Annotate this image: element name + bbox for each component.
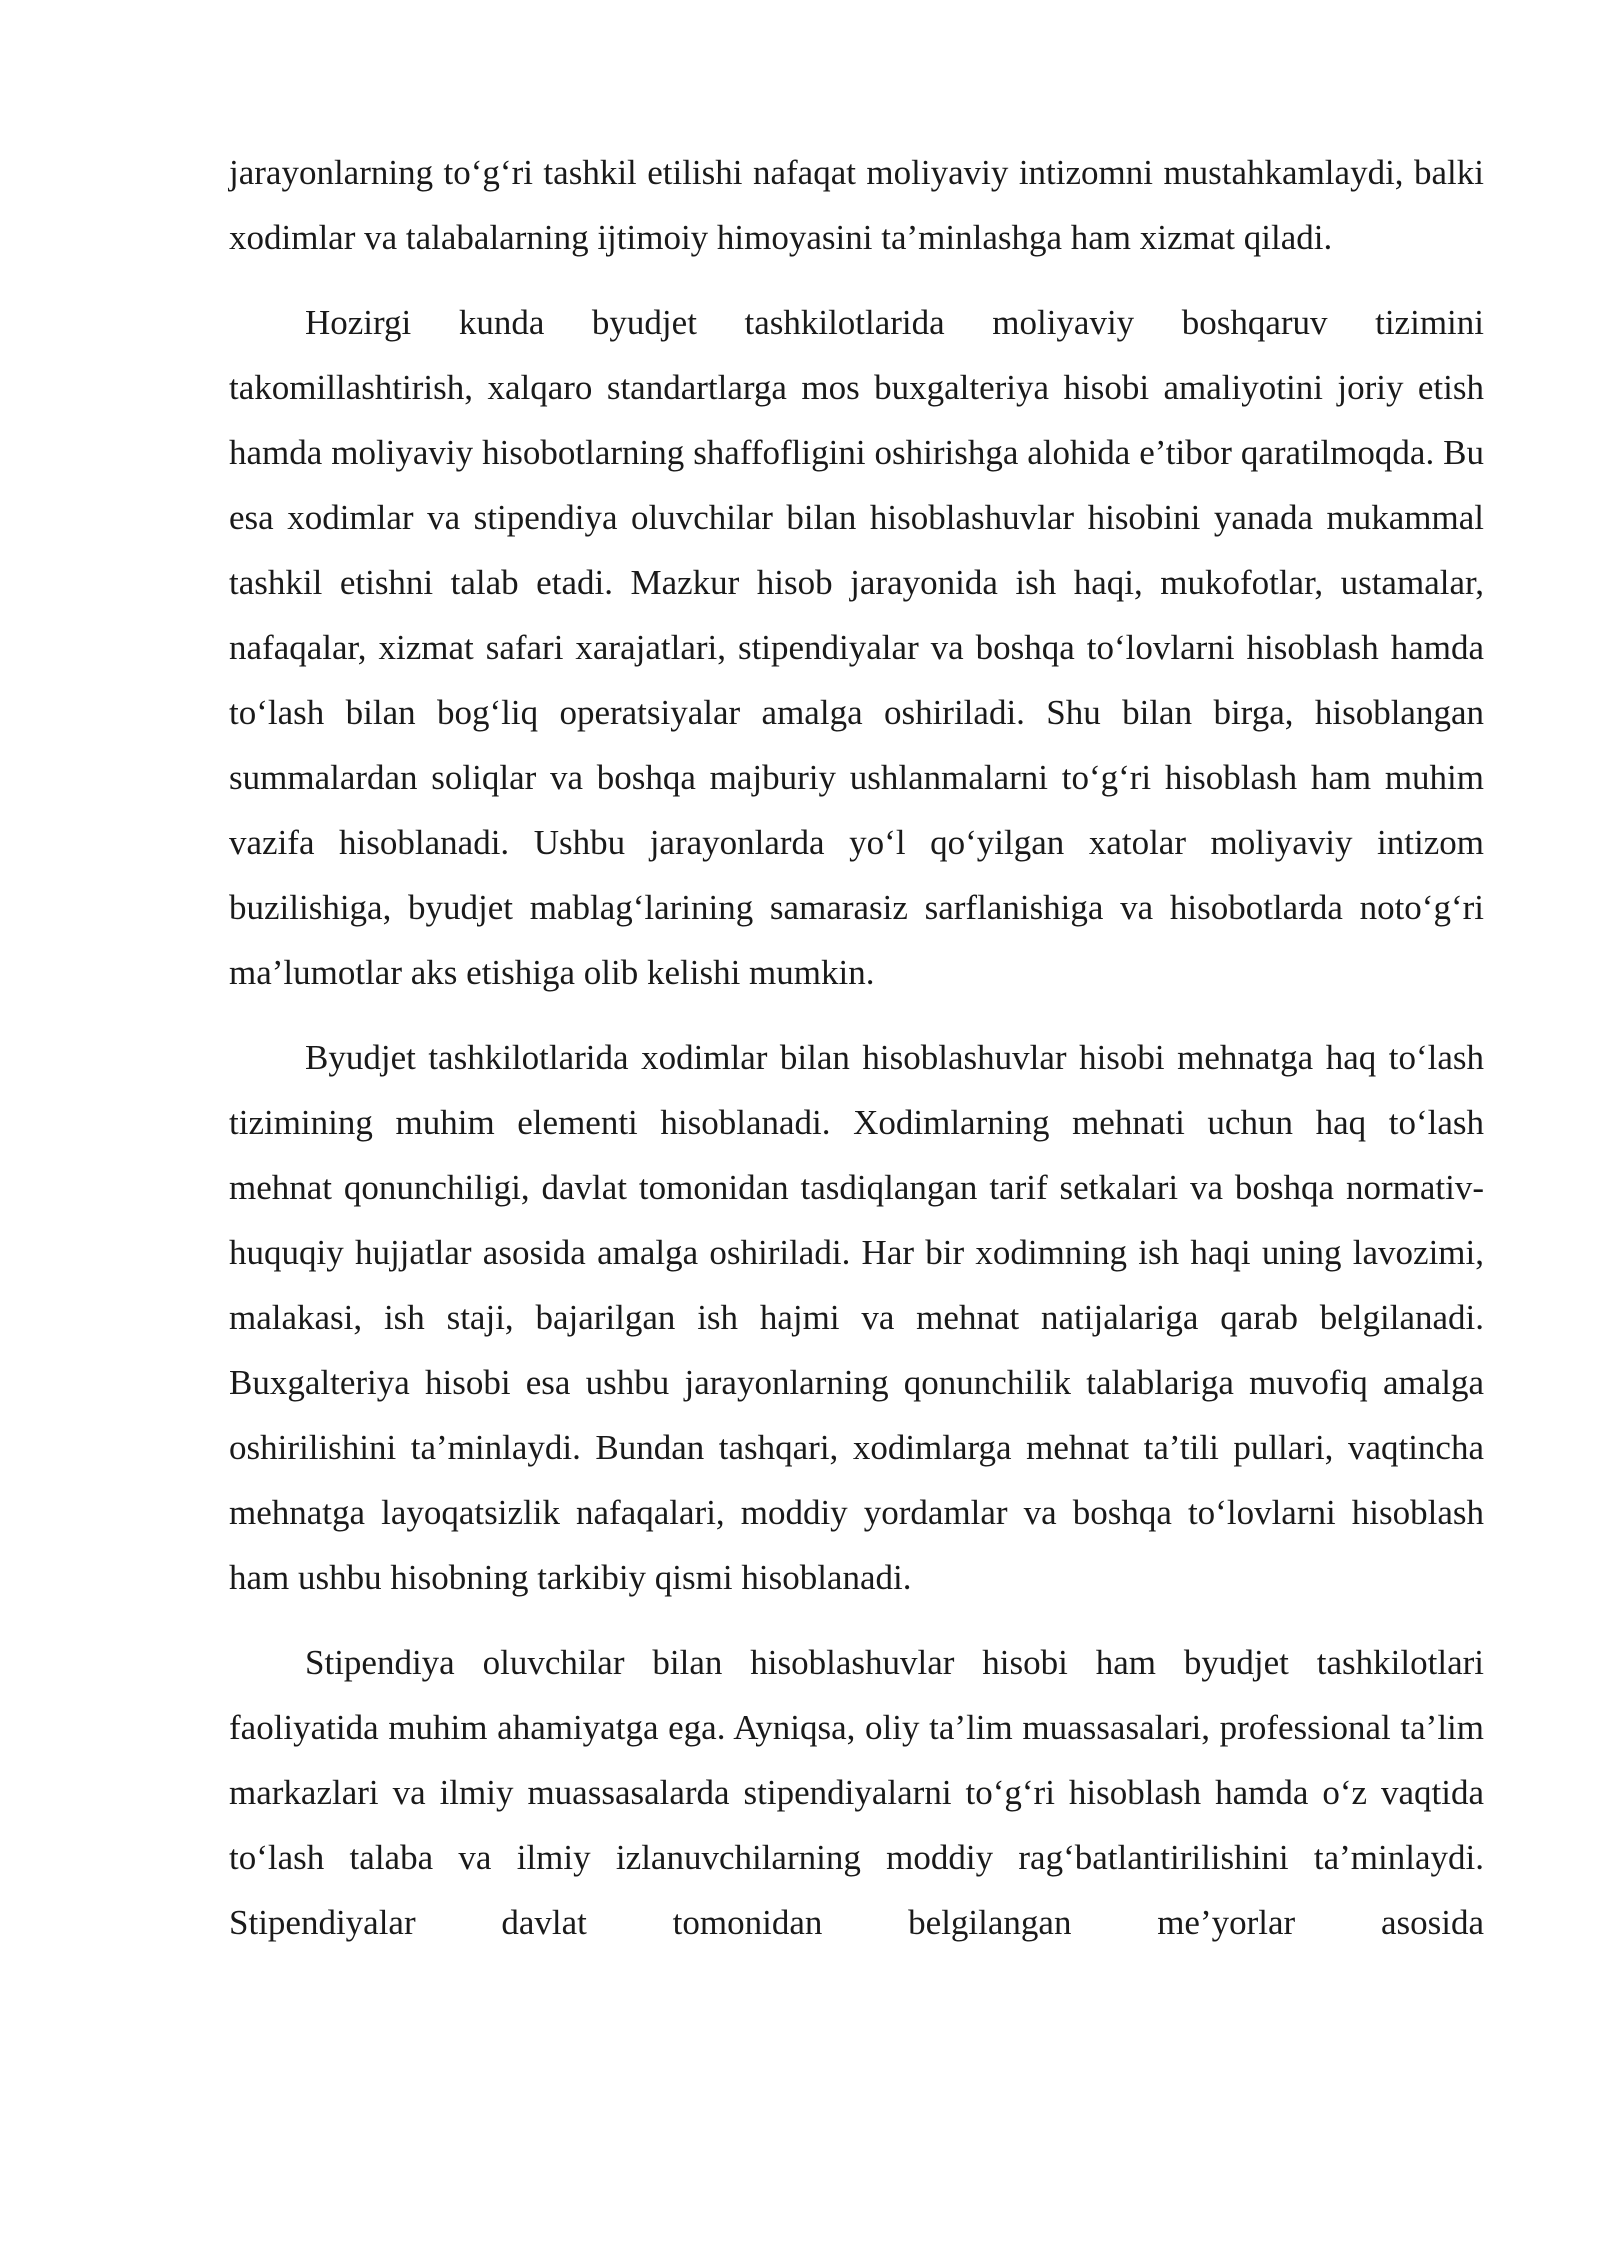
paragraph-truncated: Stipendiya oluvchilar bilan hisoblashuvlar hisobi ham byudjet tashkilotlari faoliyatida muhim ahamiyatga ega. Ayniqsa, oliy ta’lim muassasalari, professional ta’lim markazlari va ilmiy muassasalarda stipendiyalarni to‘g‘ri hisoblash hamda o‘z vaqtida to‘lash talaba va ilmiy izlanuvchilarning moddiy rag‘batlantirilishini ta’minlaydi. Stipendiyalar davlat tomonidan belgilangan me’yorlar asosida [229,1643,1484,1942]
paragraph-continued: jarayonlarning to‘g‘ri tashkil etilishi nafaqat moliyaviy intizomni mustahkamlaydi, balki xodimlar va talabalarning ijtimoiy himoyasini ta’minlashga ham xizmat qiladi. [229,153,1484,257]
paragraph: Byudjet tashkilotlarida xodimlar bilan hisoblashuvlar hisobi mehnatga haq to‘lash tizimining muhim elementi hisoblanadi. Xodimlarning mehnati uchun haq to‘lash mehnat qonunchiligi, davlat tomonidan tasdiqlangan tarif setkalari va boshqa normativ-huquqiy hujjatlar asosida amalga oshiriladi. Har bir xodimning ish haqi uning lavozimi, malakasi, ish staji, bajarilgan ish hajmi va mehnat natijalariga qarab belgilanadi. Buxgalteriya hisobi esa ushbu jarayonlarning qonunchilik talablariga muvofiq amalga oshirilishini ta’minlaydi. Bundan tashqari, xodimlarga mehnat ta’tili pullari, vaqtincha mehnatga layoqatsizlik nafaqalari, moddiy yordamlar va boshqa to‘lovlarni hisoblash ham ushbu hisobning tarkibiy qismi hisoblanadi. [229,1038,1484,1597]
paragraph: Hozirgi kunda byudjet tashkilotlarida moliyaviy boshqaruv tizimini takomillashtirish, xalqaro standartlarga mos buxgalteriya hisobi amaliyotini joriy etish hamda moliyaviy hisobotlarning shaffofligini oshirishga alohida e’tibor qaratilmoqda. Bu esa xodimlar va stipendiya oluvchilar bilan hisoblashuvlar hisobini yanada mukammal tashkil etishni talab etadi. Mazkur hisob jarayonida ish haqi, mukofotlar, ustamalar, nafaqalar, xizmat safari xarajatlari, stipendiyalar va boshqa to‘lovlarni hisoblash hamda to‘lash bilan bog‘liq operatsiyalar amalga oshiriladi. Shu bilan birga, hisoblangan summalardan soliqlar va boshqa majburiy ushlanmalarni to‘g‘ri hisoblash ham muhim vazifa hisoblanadi. Ushbu jarayonlarda yo‘l qo‘yilgan xatolar moliyaviy intizom buzilishiga, byudjet mablag‘larining samarasiz sarflanishiga va hisobotlarda noto‘g‘ri ma’lumotlar aks etishiga olib kelishi mumkin. [229,303,1484,992]
document-body [229,140,1484,1955]
